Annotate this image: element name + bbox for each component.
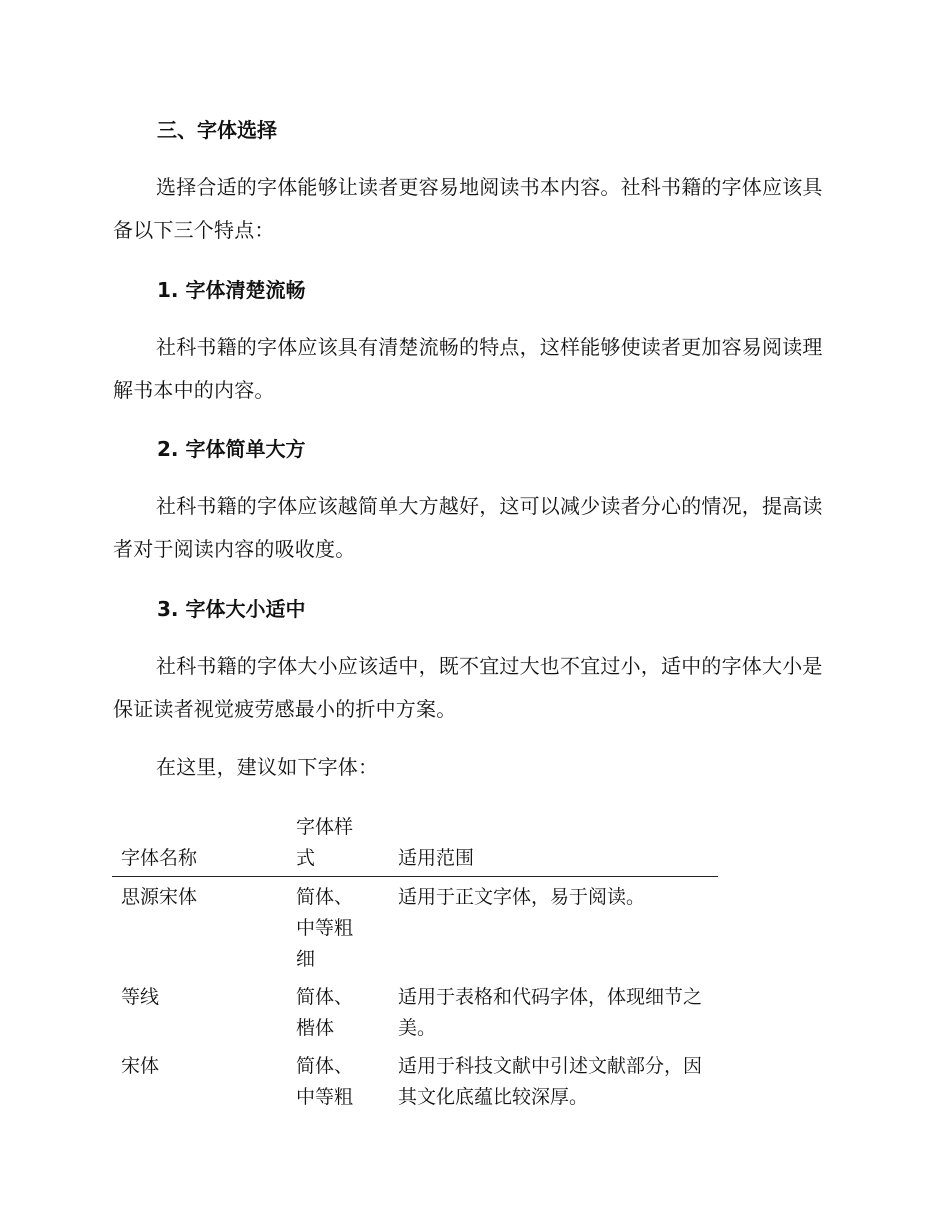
table-row	[112, 877, 718, 978]
table-cell-usage-text: 适用于科技文献中引述文献部分，因其文化底蕴比较深厚。	[398, 1055, 703, 1108]
table-cell-font-style	[296, 977, 398, 1046]
feature-heading-2: 2. 字体简单大方	[157, 437, 306, 461]
feature-body-2: 社科书籍的字体应该越简单大方越好，这可以减少读者分心的情况，提高读者对于阅读内容的吸收度。	[113, 494, 823, 561]
table-cell-font-style	[296, 1046, 398, 1115]
table-cell-usage-text: 适用于表格和代码字体，体现细节之美。	[398, 986, 703, 1039]
feature-heading-1: 1. 字体清楚流畅	[157, 278, 306, 302]
table-cell-font-name: 宋体	[121, 1055, 160, 1077]
table-row	[112, 977, 718, 1046]
suggestion-text: 在这里，建议如下字体：	[156, 755, 379, 779]
table-cell-usage	[398, 977, 718, 1046]
table-cell-usage-text: 适用于正文字体，易于阅读。	[398, 886, 646, 908]
table-cell-font-style-text: 简体、中等粗	[296, 1055, 354, 1108]
table-cell-usage	[398, 1046, 718, 1115]
table-header-row	[112, 812, 718, 877]
table-cell-font-name: 思源宋体	[121, 886, 198, 908]
table-cell-font-style-text: 简体、中等粗细	[296, 886, 354, 970]
table-cell-font-name: 等线	[121, 986, 160, 1008]
table-header-font-style	[296, 812, 398, 877]
table-row	[112, 1046, 718, 1115]
table-cell-font-style	[296, 877, 398, 978]
section-intro: 选择合适的字体能够让读者更容易地阅读书本内容。社科书籍的字体应该具备以下三个特点：	[113, 175, 823, 242]
feature-body-3: 社科书籍的字体大小应该适中，既不宜过大也不宜过小，适中的字体大小是保证读者视觉疲劳感最小的折中方案。	[113, 654, 823, 721]
table-header-font-style-text: 字体样式	[296, 816, 354, 869]
table-header-usage: 适用范围	[398, 812, 718, 877]
table-cell-usage	[398, 877, 718, 978]
table-cell-font-style-text: 简体、楷体	[296, 986, 354, 1039]
font-table	[112, 812, 718, 1115]
section-title: 三、字体选择	[157, 118, 277, 142]
feature-heading-3: 3. 字体大小适中	[157, 597, 306, 621]
feature-body-1: 社科书籍的字体应该具有清楚流畅的特点，这样能够使读者更加容易阅读理解书本中的内容。	[113, 335, 823, 402]
table-header-font-name: 字体名称	[112, 812, 296, 877]
